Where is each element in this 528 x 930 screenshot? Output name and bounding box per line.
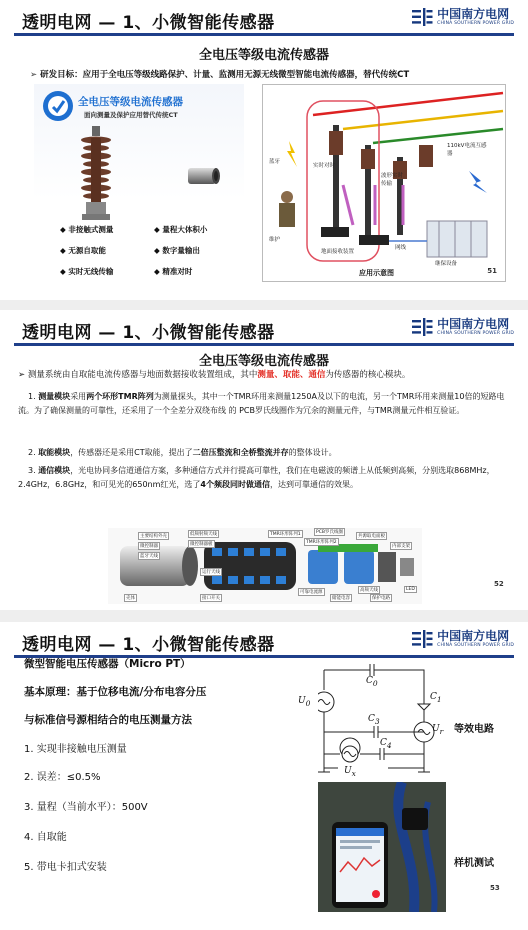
diagram-label: 主要结构外壳 xyxy=(140,534,167,539)
diagram-label: 高频天线 xyxy=(360,588,378,593)
equivalent-circuit xyxy=(298,658,448,778)
label-u0 xyxy=(298,696,310,708)
insulator-ct-image xyxy=(78,126,114,226)
csg-logo-icon xyxy=(411,629,433,649)
prototype-photo-drawing xyxy=(318,782,446,912)
feature-item: ◆ 无源自取能 xyxy=(60,246,106,255)
diagram-label: 蓝牙天线 xyxy=(140,554,158,559)
slide-header xyxy=(0,310,528,346)
sensor-feature-card xyxy=(34,84,244,276)
intro-paragraph xyxy=(18,368,518,382)
intro-text-end: 为传感器的核心模块。 xyxy=(325,370,411,380)
label-c4 xyxy=(380,738,392,750)
label-c0 xyxy=(366,676,378,688)
prototype-test-label: 样机测试 xyxy=(454,858,494,869)
slide-title: 全电压等级电流传感器 xyxy=(198,354,329,369)
feature-bullets xyxy=(60,224,240,277)
diagram-label: PCB罗氏线圈 xyxy=(316,530,343,535)
arrow-bullet-icon: ➢ xyxy=(30,70,38,80)
diagram-label: 运行天线 xyxy=(202,570,220,575)
slide-53 xyxy=(0,622,528,930)
label-c1 xyxy=(430,692,442,704)
spec-item: 1. 实现非接触电压测量 xyxy=(24,744,127,755)
equivalent-circuit-label: 等效电路 xyxy=(454,724,494,735)
diagram-label: 共源取电面板 xyxy=(358,534,385,539)
card-subtitle: 面向测量及保护应用替代传统CT xyxy=(84,111,178,119)
paragraph-bold: 4个频段同时做通信 xyxy=(200,480,270,489)
feature-item: ◆ 精准对时 xyxy=(154,267,193,276)
intro-highlight: 测量、取能、通信 xyxy=(257,370,326,380)
subscript: r xyxy=(439,726,444,736)
goal-text: 研发目标：应用于全电压等级线路保护、计量、监测用无源无线微型智能电流传感器，替代传统CT xyxy=(40,70,410,80)
diagram-label: 壳体 xyxy=(126,596,135,601)
label-waveform: 波形实时传输 xyxy=(381,173,404,187)
symbol: C xyxy=(366,676,373,686)
subscript: 0 xyxy=(372,678,378,688)
paragraph-text: 为测量探头，其中一个TMR环用来测量1250A及以下的电流，另一个TMR环用来测量10倍的短路电流。为了确保测量的可靠性，还采用了一个全差分双绕布线 的 PCB罗氏线圈作为冗余的测量元件，与TMR测量元件相互验证。 xyxy=(18,392,505,415)
label-network-cable: 网线 xyxy=(395,245,407,251)
csg-logo xyxy=(411,317,514,337)
principle-line-1: 基本原理：基于位移电流/分布电容分压 xyxy=(24,686,207,698)
sensor-badge-icon xyxy=(42,90,74,122)
diagram-label: TMR环形阵列2 xyxy=(306,540,337,545)
paragraph-text: 采用 xyxy=(70,392,87,401)
csg-logo-icon xyxy=(411,317,433,337)
paragraph-number: 1. xyxy=(28,392,36,401)
slide-header xyxy=(0,622,528,658)
label-c3 xyxy=(368,714,380,726)
small-sensor-image xyxy=(184,164,222,188)
paragraph-number: 2. xyxy=(28,448,36,457)
spec-item: 5. 带电卡扣式安装 xyxy=(24,862,107,873)
paragraph-lead: 测量模块 xyxy=(38,392,71,401)
label-maintenance: 维护 xyxy=(269,237,281,243)
diagram-label: 低频射频天线 xyxy=(190,532,217,537)
paragraph-lead: 取能模块 xyxy=(38,448,71,457)
csg-logo-icon xyxy=(411,7,433,27)
paragraph-text: ，传感器还是采用CT取能，提出了 xyxy=(70,448,193,457)
label-bluetooth: 蓝牙 xyxy=(269,159,281,165)
slide-gap xyxy=(0,610,528,622)
page-number: 52 xyxy=(494,580,504,588)
label-time-sync: 实时对时 xyxy=(313,163,336,169)
header-title: 透明电网 — 1、小微智能传感器 xyxy=(22,13,275,33)
micro-pt-title: 微型智能电压传感器（Micro PT） xyxy=(24,658,191,670)
diagram-label: 保护电路 xyxy=(372,596,390,601)
diagram-label: 微控制器板 xyxy=(190,542,213,547)
symbol: U xyxy=(432,724,440,734)
paragraph-lead: 通信模块 xyxy=(38,466,71,475)
sensor-structure-diagram xyxy=(108,528,422,604)
subscript: 0 xyxy=(305,698,311,708)
spec-item: 3. 量程（当前水平）：500V xyxy=(24,802,148,813)
csg-logo xyxy=(411,7,514,27)
diagram-label: 接口开关 xyxy=(202,596,220,601)
header-rule xyxy=(14,33,514,36)
arrow-bullet-icon: ➢ xyxy=(18,370,26,380)
spec-item: 2. 误差：≤0.5% xyxy=(24,772,101,783)
label-ground-receiver: 地面接收装置 xyxy=(321,249,355,255)
feature-item: ◆ 数字量输出 xyxy=(154,246,200,255)
feature-item: ◆ 量程大体积小 xyxy=(154,225,208,234)
intro-text: 测量系统由自取能电流传感器与地面数据接收装置组成，其中 xyxy=(27,370,258,380)
symbol: C xyxy=(368,714,375,724)
label-ux xyxy=(344,766,356,778)
feature-item: ◆ 非接触式测量 xyxy=(60,225,114,234)
subscript: 3 xyxy=(374,716,380,726)
logo-name-en: CHINA SOUTHERN POWER GRID xyxy=(437,642,514,648)
slide-title: 全电压等级电流传感器 xyxy=(198,48,329,63)
diagram-label: 储能电容 xyxy=(332,596,350,601)
slide-gap xyxy=(0,300,528,310)
header-title: 透明电网 — 1、小微智能传感器 xyxy=(22,635,275,655)
page-number: 53 xyxy=(490,884,500,892)
symbol: C xyxy=(430,692,437,702)
paragraph-bold: 两个环形TMR阵列 xyxy=(86,392,154,401)
logo-name-cn: 中国南方电网 xyxy=(437,6,510,21)
diagram-label: 内部支架 xyxy=(392,544,410,549)
label-ur xyxy=(432,724,443,736)
label-110kv-ct: 110kV电流互感器 xyxy=(447,143,487,157)
symbol: C xyxy=(380,738,387,748)
paragraph-text: 的整体设计。 xyxy=(288,448,337,457)
subscript: 1 xyxy=(436,694,442,704)
diagram-label: LED xyxy=(406,587,415,592)
card-title: 全电压等级电流传感器 xyxy=(78,96,183,108)
logo-name-cn: 中国南方电网 xyxy=(437,316,510,331)
diagram-label: TMR环形阵列1 xyxy=(270,532,301,537)
csg-logo xyxy=(411,629,514,649)
diagram-label: 可靠电流源 xyxy=(300,590,323,595)
paragraph-text: ，达到可靠通信的效果。 xyxy=(269,480,358,489)
paragraph-communication xyxy=(18,464,518,492)
logo-name-en: CHINA SOUTHERN POWER GRID xyxy=(437,20,514,26)
application-diagram xyxy=(262,84,506,282)
symbol: U xyxy=(298,696,306,706)
research-goal xyxy=(30,68,409,80)
principle-line-2: 与标准信号源相结合的电压测量方法 xyxy=(24,714,192,726)
feature-item: ◆ 实时无线传输 xyxy=(60,267,114,276)
spec-item: 4. 自取能 xyxy=(24,832,67,843)
logo-name-cn: 中国南方电网 xyxy=(437,628,510,643)
paragraph-bold: 二倍压整流和全桥整流并存 xyxy=(192,448,289,457)
prototype-test-photo xyxy=(318,782,446,912)
paragraph-energy xyxy=(18,446,518,460)
paragraph-measurement xyxy=(18,390,518,418)
slide-header xyxy=(0,0,528,36)
subscript: 4 xyxy=(386,740,392,750)
figure-caption: 应用示意图 xyxy=(359,269,394,277)
symbol: U xyxy=(344,766,352,776)
slide-52 xyxy=(0,310,528,610)
logo-name-en: CHINA SOUTHERN POWER GRID xyxy=(437,330,514,336)
page-number: 51 xyxy=(487,267,497,275)
label-protection-device: 继保设备 xyxy=(435,261,458,267)
header-title: 透明电网 — 1、小微智能传感器 xyxy=(22,323,275,343)
subscript: x xyxy=(351,768,356,778)
paragraph-number: 3. xyxy=(28,466,36,475)
slide-51 xyxy=(0,0,528,300)
header-rule xyxy=(14,343,514,346)
circuit-drawing xyxy=(318,658,448,776)
paragraph-text: ，光电协同多信道通信方案，多种通信方式并行提高可靠性，我们在电磁波的频谱上从低频到高频，分别选取868MHz，2.4GHz，6.8GHz，和可见光的650nm红光，选了 xyxy=(18,466,495,489)
diagram-label: 微控制器 xyxy=(140,544,158,549)
